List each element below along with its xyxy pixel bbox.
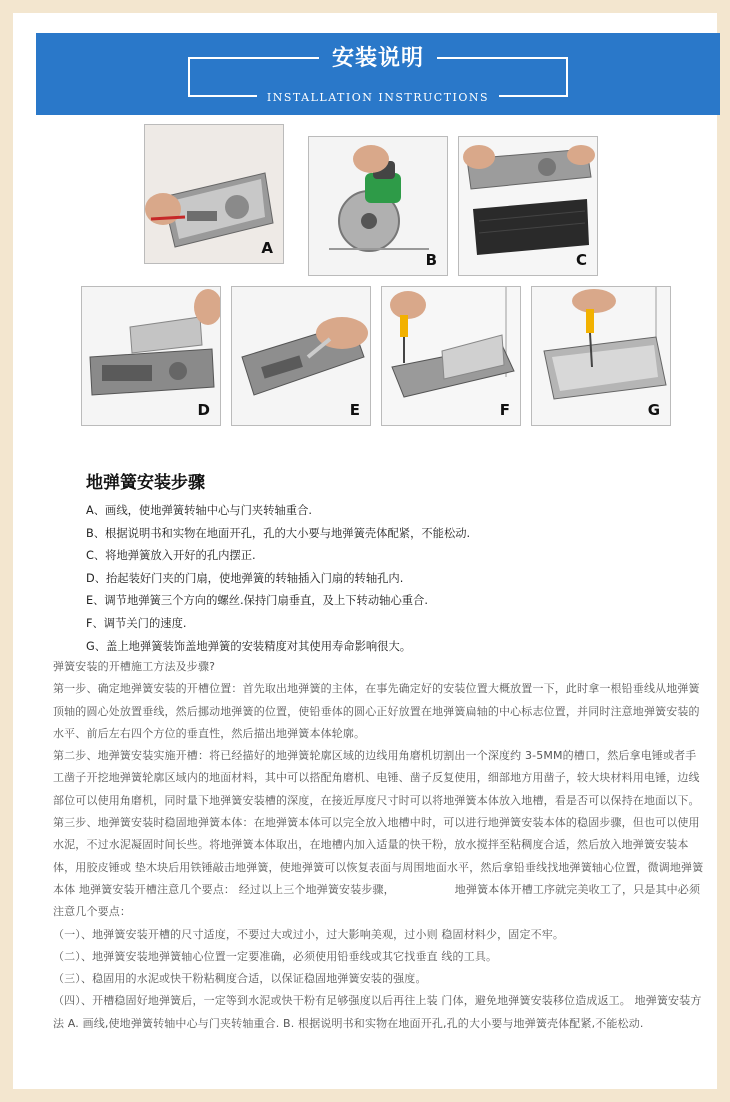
photo-d-label: D bbox=[197, 401, 210, 419]
body-step-3 bbox=[53, 812, 707, 923]
page-title: 安装说明 bbox=[331, 46, 424, 71]
step-b: B、根据说明书和实物在地面开孔，孔的大小要与地弹簧壳体配紧，不能松动. bbox=[86, 526, 471, 540]
photo-step-c bbox=[458, 136, 598, 276]
header-banner bbox=[36, 33, 720, 115]
body-step-2: 第二步、地弹簧安装实施开槽：将已经描好的地弹簧轮廓区域的边线用角磨机切割出一个深度约 3-5MM的槽口，然后拿电锤或者手工凿子开挖地弹簧轮廓区域内的地面材料，其中可以搭配角磨机、电锤、凿子反复使用，细部地方用凿子，较大块材料用电锤，边线部位可以使用角磨机，同时量下地弹簧安装槽的深度，在接近厚度尺寸时可以将地弹簧本体放入地槽，看是否可以保持在地面以下。 bbox=[53, 749, 700, 807]
photo-f-label: F bbox=[499, 401, 510, 419]
photo-g-label: G bbox=[647, 401, 660, 419]
steps-list bbox=[86, 500, 706, 658]
photo-step-b bbox=[308, 136, 448, 276]
step-g: G、盖上地弹簧装饰盖地弹簧的安装精度对其使用寿命影响很大。 bbox=[86, 639, 412, 653]
steps-heading: 地弹簧安装步骤 bbox=[86, 473, 205, 493]
step-c: C、将地弹簧放入开好的孔内摆正. bbox=[86, 549, 256, 563]
photo-step-g bbox=[531, 286, 671, 426]
photo-c-label: C bbox=[575, 251, 587, 269]
page-subtitle bbox=[36, 91, 720, 104]
body-intro: 弹簧安装的开槽施工方法及步骤? bbox=[53, 660, 216, 673]
photo-a-label: A bbox=[261, 239, 273, 257]
photo-step-a bbox=[144, 124, 284, 264]
body-note-2: （二）、地弹簧安装地弹簧轴心位置一定要准确，必须使用铅垂线或其它找垂直 线的工具。 bbox=[53, 949, 498, 963]
step-e: E、调节地弹簧三个方向的螺丝.保持门扇垂直，及上下转动轴心重合. bbox=[86, 594, 428, 608]
photo-b-label: B bbox=[425, 251, 437, 269]
photo-step-f bbox=[381, 286, 521, 426]
page-subtitle-text: INSTALLATION INSTRUCTIONS bbox=[257, 91, 499, 104]
step-f: F、调节关门的速度. bbox=[86, 616, 187, 630]
step-a: A、画线，使地弹簧转轴中心与门夹转轴重合. bbox=[86, 504, 312, 517]
photo-step-e bbox=[231, 286, 371, 426]
header-title-tab bbox=[319, 44, 437, 74]
photo-step-d bbox=[81, 286, 221, 426]
step-d: D、抬起装好门夹的门扇，使地弹簧的转轴插入门扇的转轴孔内. bbox=[86, 571, 404, 585]
body-note-3: （三）、稳固用的水泥或快干粉粘稠度合适，以保证稳固地弹簧安装的强度。 bbox=[53, 972, 427, 986]
photo-e-label: E bbox=[349, 401, 360, 419]
body-step-3-b: 地弹簧本体开槽工序就完美收工了，只是其中必须注意几个要点： bbox=[53, 882, 701, 919]
body-note-4: （四）、开槽稳固好地弹簧后，一定等到水泥或快干粉有足够强度以后再往上装 门体，避免地弹簧安装移位造成返工。 地弹簧安装方法 A. 画线,使地弹簧转轴中心与门夹转轴重合. B. 根据说明书和实物在地面开孔,孔的大小要与地弹簧壳体配紧,不能松动. bbox=[53, 994, 702, 1030]
body-step-1: 第一步、确定地弹簧安装的开槽位置：首先取出地弹簧的主体，在事先确定好的安装位置大概放置一下，此时拿一根铅垂线从地弹簧顶轴的圆心处放置垂线，然后挪动地弹簧的位置，使铅垂体的圆心正好放置在地弹簧扁轴的中心标志位置，并同时注意地弹簧安装的水平、前后左右四个方位的垂直性，然后描出地弹簧本体轮廓。 bbox=[53, 682, 700, 740]
body-text bbox=[53, 656, 707, 1035]
body-step-3-a: 第三步、地弹簧安装时稳固地弹簧本体：在地弹簧本体可以完全放入地槽中时，可以进行地弹簧安装本体的稳固步骤，但也可以使用水泥，不过水泥凝固时间长些。将地弹簧本体取出，在地槽内加入适量的快干粉，放水搅拌至粘稠度合适，然后放入地弹簧安装本体，用胶皮锤或 垫木块后用铁锤敲击地弹簧，使地弹簧可以恢复表面与周围地面水平，然后拿铅垂线找地弹簧轴心位置，微调地弹簧本体 地弹簧安装开槽注意几个要点： 经过以上三个地弹簧安装步骤， bbox=[53, 816, 704, 896]
body-note-1: （一）、地弹簧安装开槽的尺寸适度，不要过大或过小，过大影响美观，过小则 稳固材料少，固定不牢。 bbox=[53, 927, 565, 941]
